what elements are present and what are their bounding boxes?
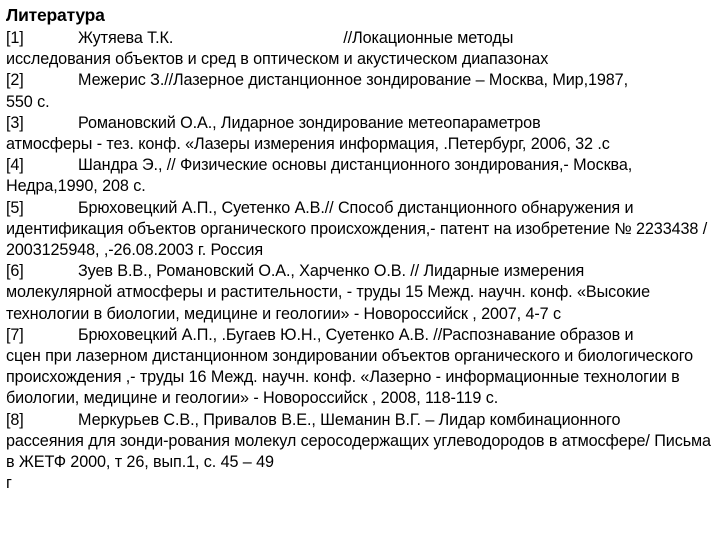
reference-continuation: идентификация объектов органического происхождения,- патент на изобретение № 2233438 / 2003125948, ,-26.08.2003 г. Россия bbox=[6, 219, 708, 260]
reference-list bbox=[6, 28, 714, 494]
reference-first-line bbox=[6, 410, 714, 431]
reference-number: [2] bbox=[6, 71, 24, 90]
reference-item bbox=[6, 198, 714, 262]
reference-first-line bbox=[6, 198, 714, 219]
reference-number: [3] bbox=[6, 113, 24, 132]
reference-text: Романовский О.А., Лидарное зондирование метеопараметров bbox=[78, 113, 541, 132]
reference-number: [6] bbox=[6, 262, 24, 281]
reference-first-line bbox=[6, 113, 714, 134]
reference-number: [4] bbox=[6, 156, 24, 175]
reference-continuation: атмосферы - тез. конф. «Лазеры измерения информация, .Петербург, 2006, 32 .с bbox=[6, 135, 610, 154]
reference-first-line bbox=[6, 325, 714, 346]
reference-item bbox=[6, 28, 714, 70]
trailing-fragment: г bbox=[6, 474, 12, 493]
document-page bbox=[6, 4, 714, 540]
reference-item bbox=[6, 70, 714, 112]
reference-item bbox=[6, 155, 714, 197]
reference-number: [7] bbox=[6, 325, 24, 344]
reference-continuation: сцен при лазерном дистанционном зондировании объектов органического и биологического происхождения ,- труды 16 Межд. научн. конф. «Лазерно - информационные технологии в биологии, медицине и геологии» - Новороссийск , 2008, 118-119 с. bbox=[6, 347, 694, 408]
reference-first-line bbox=[6, 28, 714, 49]
reference-first-line bbox=[6, 261, 714, 282]
reference-item bbox=[6, 113, 714, 155]
reference-number: [8] bbox=[6, 410, 24, 429]
reference-continuation: 550 с. bbox=[6, 92, 50, 111]
reference-continuation: исследования объектов и сред в оптическом и акустическом диапазонах bbox=[6, 50, 549, 69]
page-title: Литература bbox=[6, 5, 105, 25]
reference-text: Брюховецкий А.П., .Бугаев Ю.Н., Суетенко А.В. //Распознавание образов и bbox=[78, 325, 634, 344]
reference-item bbox=[6, 410, 714, 474]
reference-text: Межерис З.//Лазерное дистанционное зондирование – Москва, Мир,1987, bbox=[78, 71, 628, 90]
reference-continuation: рассеяния для зонди-рования молекул серосодержащих углеводородов в атмосфере/ Письма в ЖЕТФ 2000, т 26, вып.1, с. 45 – 49 bbox=[6, 431, 711, 472]
reference-item bbox=[6, 261, 714, 325]
reference-author: Жутяева Т.К. bbox=[78, 29, 174, 47]
reference-first-line bbox=[6, 70, 714, 91]
reference-number: [1] bbox=[6, 29, 24, 47]
reference-text: Меркурьев С.В., Привалов В.Е., Шеманин В.Г. – Лидар комбинационного bbox=[78, 410, 621, 429]
reference-item bbox=[6, 325, 714, 410]
reference-continuation: Недра,1990, 208 с. bbox=[6, 177, 146, 196]
reference-number: [5] bbox=[6, 198, 24, 217]
reference-title: //Локационные методы bbox=[343, 29, 514, 47]
reference-text: Зуев В.В., Романовский О.А., Харченко О.В. // Лидарные измерения bbox=[78, 262, 585, 281]
reference-text: Брюховецкий А.П., Суетенко А.В.// Способ дистанционного обнаружения и bbox=[78, 198, 634, 217]
reference-text: Шандра Э., // Физические основы дистанционного зондирования,- Москва, bbox=[78, 156, 633, 175]
reference-first-line bbox=[6, 155, 714, 176]
reference-continuation: молекулярной атмосферы и растительности, - труды 15 Межд. научн. конф. «Высокие технологии в биологии, медицине и геологии» - Новороссийск , 2007, 4-7 с bbox=[6, 283, 651, 323]
